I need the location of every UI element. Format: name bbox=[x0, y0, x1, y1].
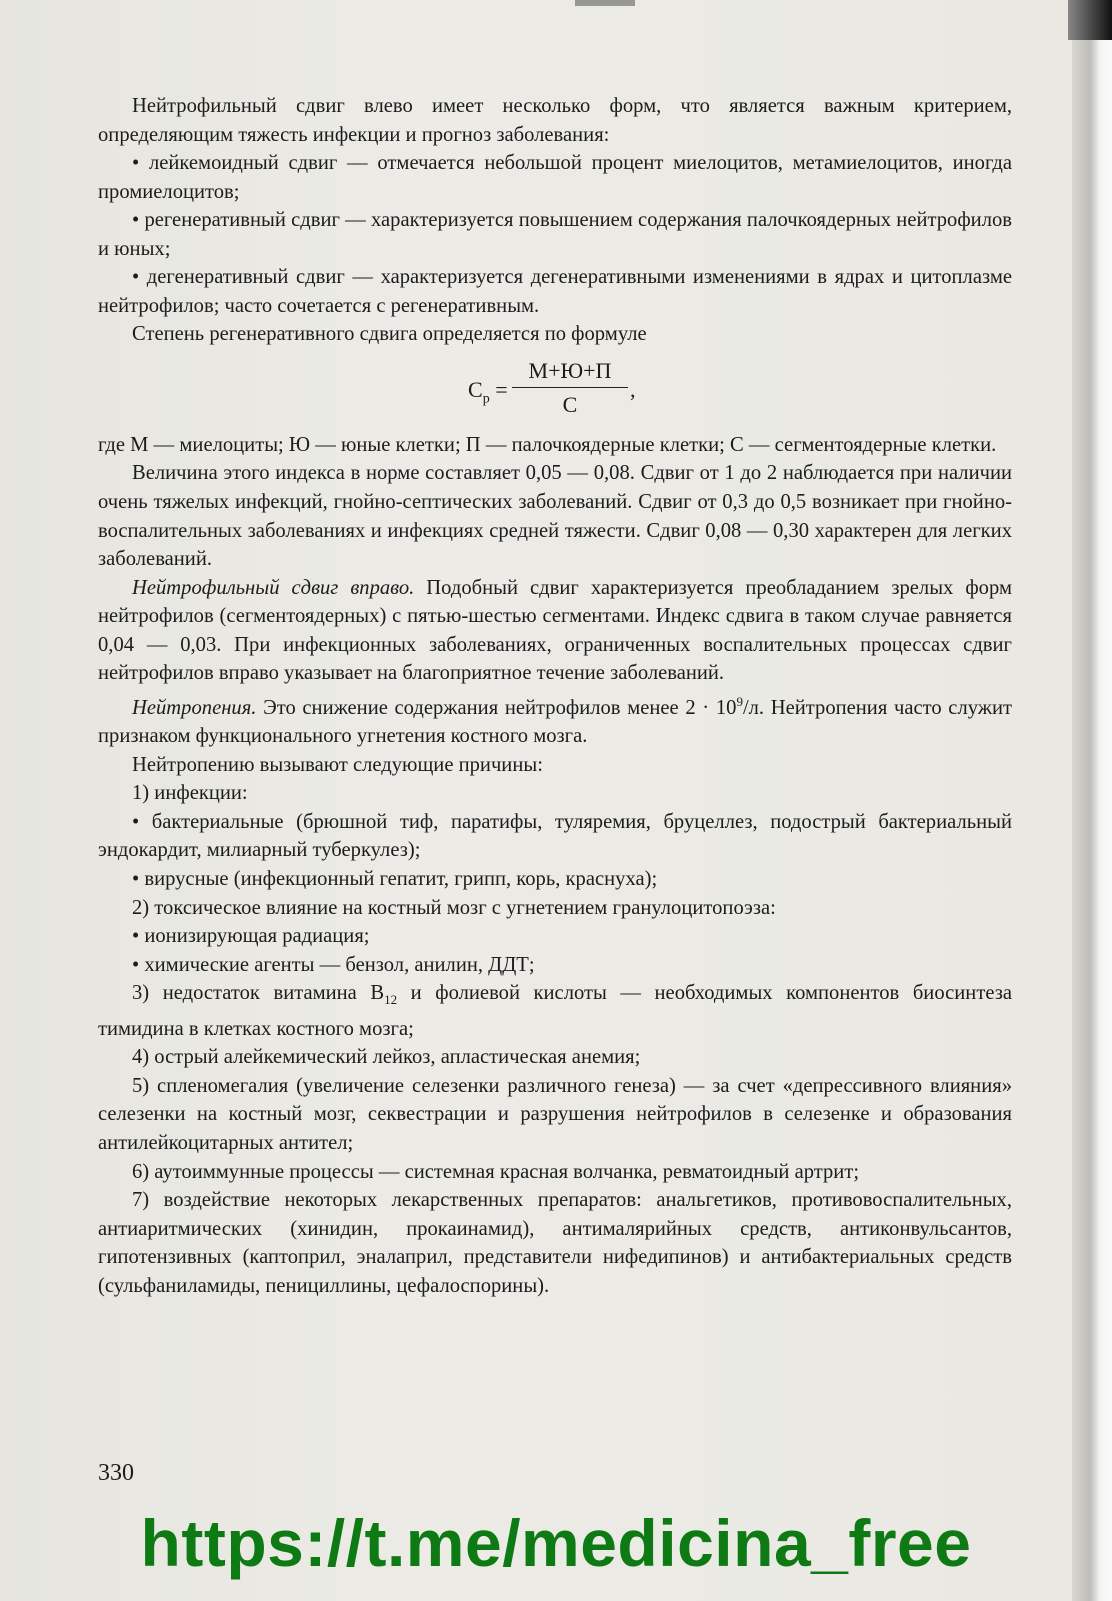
list-item: 7) воздействие некоторых лекарственных препаратов: анальгетиков, противовоспалительных, антиаритмических (хинидин, прокаинамид), антималярийных средств, антиконвульсантов, гипотензивных (каптоприл, эналаприл, представители нифедипинов) и антибактериальных средств (сульфаниламиды, пенициллины, цефалоспорины). bbox=[98, 1189, 1012, 1297]
formula-denominator: С bbox=[562, 392, 578, 418]
paragraph-text: Подобный сдвиг характеризуется преобладанием зрелых форм нейтрофилов (сегментоядерных) с пятью-шестью сегментами. Индекс сдвига в таком случае равняется 0,04 — 0,03. При инфекционных заболеваниях, ограниченных воспалительных процессах сдвиг нейтрофилов вправо указывает на благоприятное течение заболеваний. bbox=[98, 576, 1012, 685]
formula-fraction bbox=[512, 357, 628, 420]
list-item: • бактериальные (брюшной тиф, паратифы, туляремия, бруцеллез, подострый бактериальный эндокардит, милиарный туберкулез); bbox=[98, 810, 1012, 862]
watermark-link[interactable]: https://t.me/medicina_free bbox=[140, 1506, 972, 1580]
paragraph: Степень регенеративного сдвига определяется по формуле bbox=[132, 323, 647, 346]
formula-lhs: $С_р$ = bbox=[468, 376, 508, 407]
page-number: 330 bbox=[98, 1460, 134, 1486]
list-item: 6) аутоиммунные процессы — системная красная волчанка, ревматоидный артрит; bbox=[132, 1160, 860, 1183]
list-item: 3) недостаток витамина $В_{12}$ и фолиевой кислоты — необходимых компонентов биосинтеза тимидина в клетках костного мозга; bbox=[98, 982, 1012, 1040]
regenerative-shift-formula bbox=[98, 349, 1012, 431]
formula-numerator: М+Ю+П bbox=[512, 357, 628, 389]
book-spine-shadow bbox=[1068, 0, 1112, 40]
body-text bbox=[98, 92, 1012, 1300]
list-item: • лейкемоидный сдвиг — отмечается небольшой процент миелоцитов, метамиелоцитов, иногда промиелоцитов; bbox=[98, 152, 1012, 203]
list-item: 2) токсическое влияние на костный мозг с угнетением гранулоцитопоэза: bbox=[132, 896, 776, 919]
list-item: • ионизирующая радиация; bbox=[132, 925, 370, 948]
list-item: • химические агенты — бензол, анилин, ДДТ; bbox=[132, 953, 535, 976]
paragraph-neutropenia bbox=[98, 688, 1012, 751]
formula-lhs-subscript: р bbox=[482, 391, 490, 407]
list-item: • дегенеративный сдвиг — характеризуется дегенеративными изменениями в ядрах и цитоплазме нейтрофилов; часто сочетается с регенеративным. bbox=[98, 266, 1012, 317]
italic-heading: Нейтропения. bbox=[132, 696, 257, 719]
paragraph: Величина этого индекса в норме составляет 0,05 — 0,08. Сдвиг от 1 до 2 наблюдается при наличии очень тяжелых инфекций, гнойно-септических заболеваний. Сдвиг от 0,3 до 0,5 возникает при гнойно-воспалительных заболеваниях и инфекциях средней тяжести. Сдвиг 0,08 — 0,30 характерен для легких заболеваний. bbox=[98, 462, 1012, 571]
superscript: 9 bbox=[736, 693, 743, 709]
formula-comma: , bbox=[630, 376, 636, 402]
list-item: • регенеративный сдвиг — характеризуется повышением содержания палочкоядерных нейтрофилов и юных; bbox=[98, 209, 1012, 260]
paragraph-shift-right bbox=[98, 574, 1012, 688]
list-item: • вирусные (инфекционный гепатит, грипп, корь, краснуха); bbox=[132, 867, 658, 890]
paragraph-text: Это снижение содержания нейтрофилов менее 2 · 10 bbox=[256, 696, 737, 719]
paragraph: где М — миелоциты; Ю — юные клетки; П — палочкоядерные клетки; С — сегментоядерные клетки. bbox=[98, 433, 997, 456]
formula-equals: = bbox=[495, 376, 508, 402]
subscript: 12 bbox=[384, 992, 398, 1008]
book-spine-edge bbox=[1072, 0, 1112, 1601]
paragraph-text: /л. Нейтропения часто служит признаком функционального угнетения костного мозга. bbox=[98, 696, 1012, 748]
paragraph: Нейтрофильный сдвиг влево имеет несколько форм, что является важным критерием, определяющим тяжесть инфекции и прогноз заболевания: bbox=[98, 95, 1012, 146]
paragraph: Нейтропению вызывают следующие причины: bbox=[132, 753, 543, 776]
list-item: 4) острый алейкемический лейкоз, апластическая анемия; bbox=[132, 1046, 641, 1069]
page-top-mark bbox=[575, 0, 635, 6]
italic-heading: Нейтрофильный сдвиг вправо. bbox=[132, 576, 415, 599]
list-item: 5) спленомегалия (увеличение селезенки различного генеза) — за счет «депрессивного влияния» селезенки на костный мозг, секвестрации и разрушения нейтрофилов в селезенке и образования антилейкоцитарных антител; bbox=[98, 1074, 1012, 1155]
list-item: 1) инфекции: bbox=[132, 782, 248, 805]
